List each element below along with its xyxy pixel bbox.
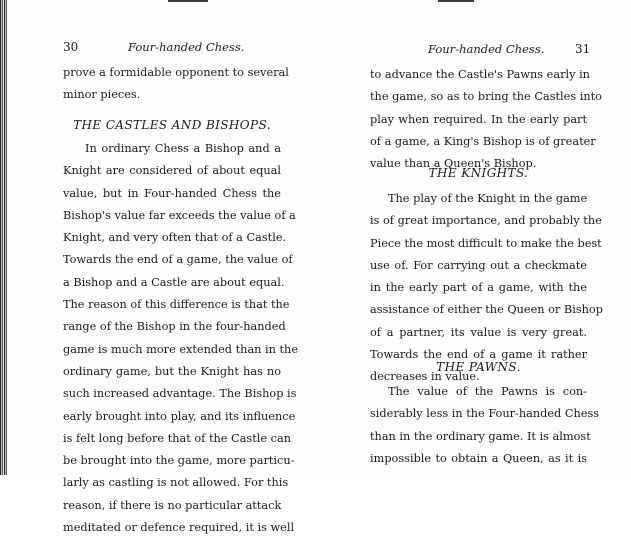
text-line: use of. For carrying out a checkmate bbox=[370, 258, 587, 272]
running-header: Four-handed Chess. bbox=[428, 42, 545, 56]
text-line: Piece the most difficult to make the best bbox=[370, 236, 602, 250]
text-line: of a partner, its value is very great. bbox=[370, 325, 587, 339]
text-line: early brought into play, and its influence bbox=[63, 409, 296, 423]
text-line: is of great importance, and probably the bbox=[370, 214, 602, 228]
section-title-pawns: THE PAWNS. bbox=[436, 360, 521, 374]
text-line: such increased advantage. The Bishop is bbox=[63, 387, 297, 401]
text-line: of a game, a King's Bishop is of greater bbox=[370, 134, 596, 148]
text-line: Knight, and very often that of a Castle. bbox=[63, 231, 287, 245]
text-line: than in the ordinary game. It is almost bbox=[370, 429, 591, 443]
text-line: Towards the end of a game, the value of bbox=[63, 253, 293, 267]
text-line: is felt long before that of the Castle can bbox=[63, 431, 291, 445]
body-paragraph bbox=[63, 138, 299, 539]
scan-mark bbox=[168, 0, 208, 2]
page-edge bbox=[0, 0, 7, 475]
text-line: Knight are considered of about equal bbox=[63, 164, 281, 178]
text-line: assistance of either the Queen or Bishop bbox=[370, 303, 603, 317]
text-line: prove a formidable opponent to several bbox=[63, 66, 289, 79]
running-header: Four-handed Chess. bbox=[128, 40, 245, 54]
text-line: Bishop's value far exceeds the value of a bbox=[63, 208, 296, 222]
text-line: decreases in value. bbox=[370, 370, 480, 384]
text-line: Towards the end of a game it rather bbox=[370, 348, 587, 362]
text-line: value, but in Four-handed Chess the bbox=[63, 186, 281, 200]
text-line: minor pieces. bbox=[63, 88, 141, 102]
section-title-knights: THE KNIGHTS. bbox=[428, 166, 529, 180]
right-page bbox=[318, 0, 631, 475]
text-line: be brought into the game, more particu- bbox=[63, 454, 295, 468]
text-line: In ordinary Chess a Bishop and a bbox=[85, 142, 281, 155]
pawns-paragraph bbox=[370, 381, 600, 470]
knights-paragraph bbox=[370, 188, 603, 389]
section-title: THE CASTLES AND BISHOPS. bbox=[73, 118, 271, 132]
text-line: game is much more extended than in the bbox=[63, 342, 299, 356]
text-line: in the early part of a game, with the bbox=[370, 281, 587, 295]
text-line: play when required. In the early part bbox=[370, 112, 587, 126]
text-line: The play of the Knight in the game bbox=[388, 192, 588, 205]
text-line: meditated or defence required, it is well bbox=[63, 521, 295, 535]
text-line: reason, if there is no particular attack bbox=[63, 498, 282, 512]
intro-paragraph bbox=[63, 62, 289, 107]
text-line: impossible to obtain a Queen, as it is bbox=[370, 451, 587, 465]
intro-paragraph bbox=[370, 64, 602, 175]
text-line: to advance the Castle's Pawns early in bbox=[370, 68, 590, 81]
text-line: The reason of this difference is that the bbox=[63, 298, 290, 312]
text-line: siderably less in the Four-handed Chess bbox=[370, 407, 600, 421]
text-line: The value of the Pawns is con- bbox=[388, 385, 587, 398]
text-line: a Bishop and a Castle are about equal. bbox=[63, 275, 285, 289]
text-line: larly as castling is not allowed. For this bbox=[63, 476, 289, 490]
text-line: value than a Queen's Bishop. bbox=[370, 157, 537, 171]
page-number: 31 bbox=[575, 42, 591, 56]
page-number: 30 bbox=[63, 40, 79, 54]
text-line: the game, so as to bring the Castles into bbox=[370, 90, 602, 104]
scan-mark bbox=[438, 0, 474, 2]
text-line: range of the Bishop in the four-handed bbox=[63, 320, 286, 334]
text-line: ordinary game, but the Knight has no bbox=[63, 364, 281, 378]
